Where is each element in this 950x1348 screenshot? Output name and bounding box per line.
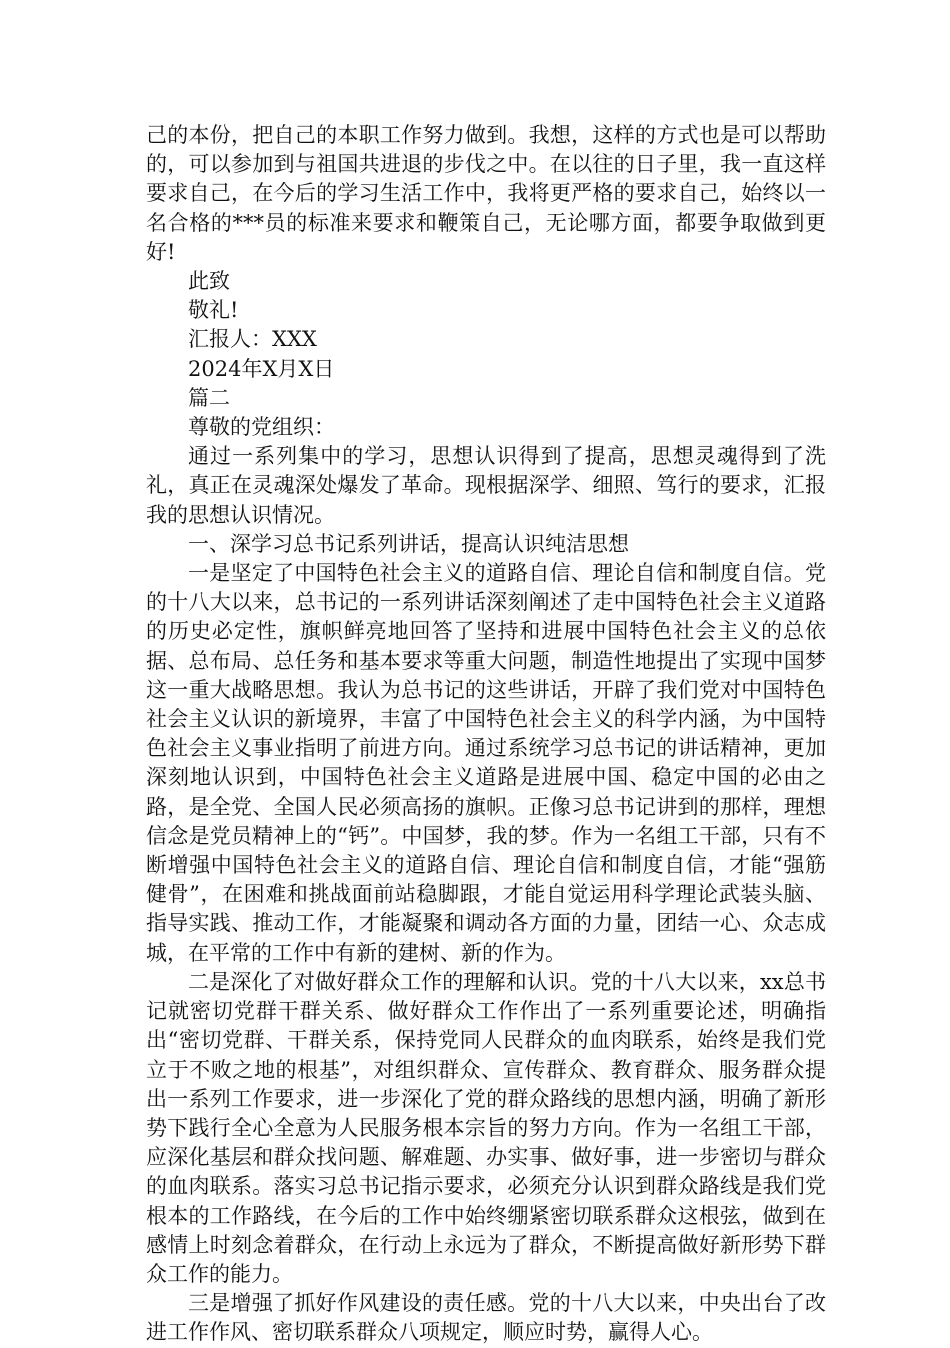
paragraph-point-two: 二是深化了对做好群众工作的理解和认识。党的十八大以来，xx总书记就密切党群干群关系、做好群众工作作出了一系列重要论述，明确指出“密切党群、干群关系，保持党同人民群众的血肉联系，始终是我们党立于不败之地的根基”，对组织群众、宣传群众、教育群众、服务群众提出一系列工作要求，进一步深化了党的群众路线的思想内涵，明确了新形势下践行全心全意为人民服务根本宗旨的努力方向。作为一名组工干部，应深化基层和群众找问题、解难题、办实事、做好事，进一步密切与群众的血肉联系。落实习总书记指示要求，必须充分认识到群众路线是我们党根本的工作路线，在今后的工作中始终绷紧密切联系群众这根弦，做到在感情上时刻念着群众，在行动上永远为了群众，不断提高做好新形势下群众工作的能力。 <box>146 969 826 1286</box>
salutation-cizhi: 此致 <box>188 269 230 294</box>
greeting: 尊敬的党组织： <box>188 415 335 440</box>
report-date: 2024年X月X日 <box>188 356 335 381</box>
paragraph-closing-commitment: 己的本份，把自己的本职工作努力做到。我想，这样的方式也是可以帮助的，可以参加到与祖国共进退的步伐之中。在以往的日子里，我一直这样要求自己，在今后的学习生活工作中，我将更严格的要求自己，始终以一名合格的***员的标准来要求和鞭策自己，无论哪方面，都要争取做到更好! <box>146 123 826 264</box>
paragraph-point-one: 一是坚定了中国特色社会主义的道路自信、理论自信和制度自信。党的十八大以来，总书记的一系列讲话深刻阐述了走中国特色社会主义道路的历史必定性，旗帜鲜亮地回答了坚持和进展中国特色社会主义的总依据、总布局、总任务和基本要求等重大问题，制造性地提出了实现中国梦这一重大战略思想。我认为总书记的这些讲话，开辟了我们党对中国特色社会主义认识的新境界，丰富了中国特色社会主义的科学内涵，为中国特色社会主义事业指明了前进方向。通过系统学习总书记的讲话精神，更加深刻地认识到，中国特色社会主义道路是进展中国、稳定中国的必由之路，是全党、全国人民必须高扬的旗帜。正像习总书记讲到的那样，理想信念是党员精神上的“钙”。中国梦，我的梦。作为一名组工干部，只有不断增强中国特色社会主义的道路自信、理论自信和制度自信，才能“强筋健骨”，在困难和挑战面前站稳脚跟，才能自觉运用科学理论武装头脑、指导实践、推动工作，才能凝聚和调动各方面的力量，团结一心、众志成城，在平常的工作中有新的建树、新的作为。 <box>146 561 826 965</box>
salutation-jingli: 敬礼! <box>188 298 239 323</box>
paragraph-point-three: 三是增强了抓好作风建设的责任感。党的十八大以来，中央出台了改进工作作风、密切联系群众八项规定，顺应时势，赢得人心。 <box>146 1291 826 1345</box>
document-body <box>146 121 826 1348</box>
reporter-name: 汇报人：XXX <box>188 327 317 352</box>
paragraph-intro: 通过一系列集中的学习，思想认识得到了提高，思想灵魂得到了洗礼，真正在灵魂深处爆发了革命。现根据深学、细照、笃行的要求，汇报我的思想认识情况。 <box>146 444 826 527</box>
subheading-one: 一、深学习总书记系列讲话，提高认识纯洁思想 <box>188 531 629 556</box>
section-heading-part-two: 篇二 <box>188 385 230 410</box>
